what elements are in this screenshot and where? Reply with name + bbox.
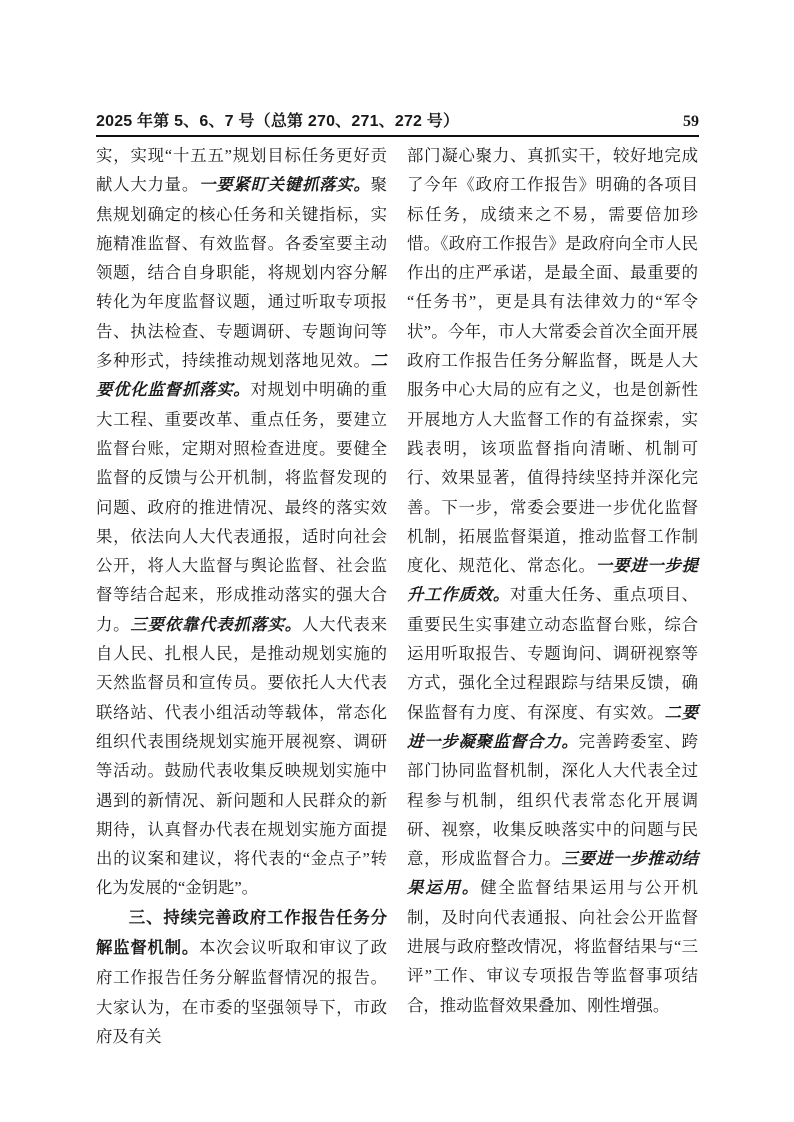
text-run-normal: 健全监督结果运用与公开机制，及时向代表通报、向社会公开监督进展与政府整改情况，将监督结果与“三评”工作、审议专项报告等监督事项结合，推动监督效果叠加、刚性增强。 bbox=[407, 878, 699, 1015]
text-run-normal: 对规划中明确的重大工程、重要改革、重点任务，要建立监督台账，定期对照检查进度。要健全监督的反馈与公开机制，将监督发现的问题、政府的推进情况、最终的落实效果，依法向人大代表通报，适时向社会公开，将人大监督与舆论监督、社会监督等结合起来，形成推动落实的强大合力。 bbox=[96, 380, 388, 634]
text-run-emphasis: 一要紧盯关键抓落实。 bbox=[198, 175, 371, 195]
text-run-emphasis: 三要进一步推动结果运用。 bbox=[407, 849, 699, 898]
article-body bbox=[96, 141, 699, 1051]
issue-title: 2025 年第 5、6、7 号（总第 270、271、272 号） bbox=[96, 113, 460, 130]
text-run-normal: 实，实现“十五五”规划目标任务更好贡献人大力量。 bbox=[96, 146, 387, 195]
text-run-heading: 三、持续完善政府工作报告任务分解监督机制。 bbox=[96, 908, 387, 958]
paragraph bbox=[96, 903, 387, 1051]
text-run-normal: 对重大任务、重点项目、重要民生实事建立动态监督台账，综合运用听取报告、专题询问、调研视察等方式，强化全过程跟踪与结果反馈，确保监督有力度、有深度、有实效。 bbox=[407, 585, 699, 722]
text-run-normal: 完善跨委室、跨部门协同监督机制，深化人大代表全过程参与机制，组织代表常态化开展调研、视察，收集反映落实中的问题与民意，形成监督合力。 bbox=[407, 731, 699, 869]
page-header bbox=[96, 108, 699, 137]
left-column bbox=[96, 141, 387, 1051]
text-run-normal: 聚焦规划确定的核心任务和关键指标，实施精准监督、有效监督。各委室要主动领题，结合自身职能，将规划内容分解转化为年度监督议题，通过听取专项报告、执法检查、专题调研、专题询问等多种形式，持续推动规划落地见效。 bbox=[96, 175, 388, 371]
paragraph bbox=[96, 141, 387, 903]
text-run-normal: 本次会议听取和审议了政府工作报告任务分解监督情况的报告。大家认为，在市委的坚强领导下，市政府及有关 bbox=[96, 938, 388, 1046]
text-run-emphasis: 二要进一步凝聚监督合力。 bbox=[407, 702, 699, 751]
text-run-emphasis: 三要依靠代表抓落实。 bbox=[130, 614, 302, 634]
text-run-normal: 部门凝心聚力、真抓实干，较好地完成了今年《政府工作报告》明确的各项目标任务，成绩来之不易，需要倍加珍惜。《政府工作报告》是政府向全市人民作出的庄严承诺，是最全面、最重要的“任务书”，更是具有法律效力的“军令状”。今年，市人大常委会首次全面开展政府工作报告任务分解监督，既是人大服务中心大局的应有之义，也是创新性开展地方人大监督工作的有益探索，实践表明，该项监督指向清晰、机制可行、效果显著，值得持续坚持并深化完善。下一步，常委会要进一步优化监督机制，拓展监督渠道，推动监督工作制度化、规范化、常态化。 bbox=[407, 146, 698, 576]
text-run-emphasis: 一要进一步提升工作质效。 bbox=[407, 556, 699, 605]
text-run-emphasis: 二要优化监督抓落实。 bbox=[96, 351, 387, 400]
page-number: 59 bbox=[683, 113, 699, 130]
text-run-normal: 人大代表来自人民、扎根人民，是推动规划实施的天然监督员和宣传员。要依托人大代表联络站、代表小组活动等载体，常态化组织代表围绕规划实施开展视察、调研等活动。鼓励代表收集反映规划实施中遇到的新情况、新问题和人民群众的新期待，认真督办代表在规划实施方面提出的议案和建议，将代表的“金点子”转化为发展的“金钥匙”。 bbox=[96, 614, 388, 898]
right-column bbox=[407, 141, 698, 1051]
paragraph bbox=[407, 141, 698, 1020]
